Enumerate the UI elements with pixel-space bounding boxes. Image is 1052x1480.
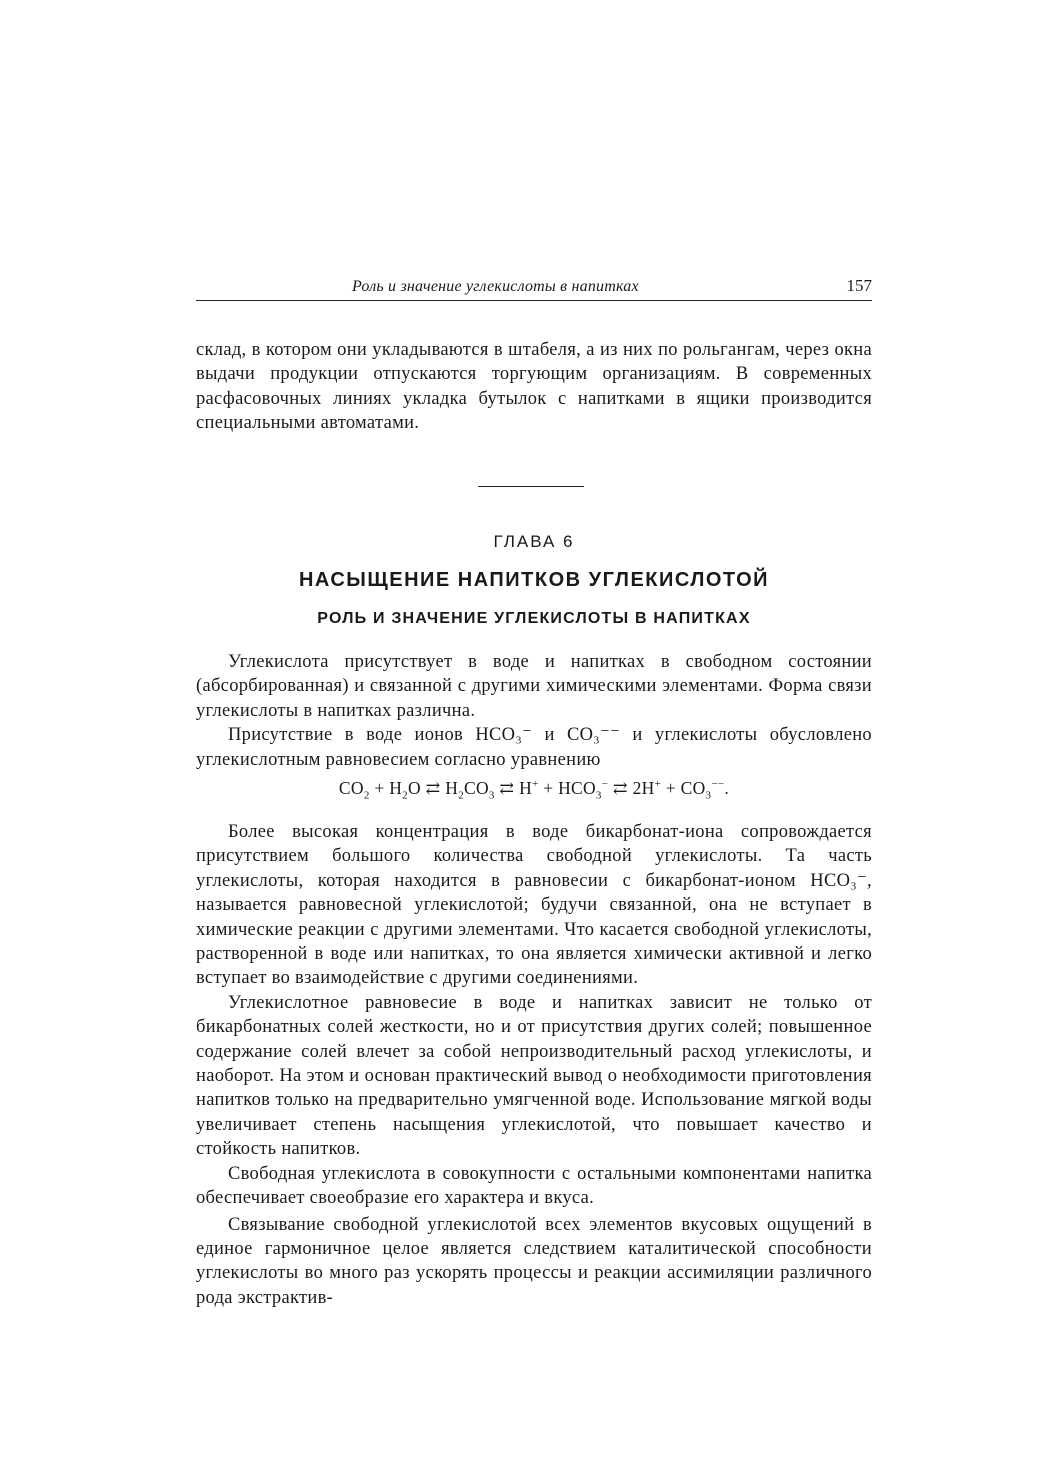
paragraph: Углекислота присутствует в воде и напитках в свободном состоянии (абсорбированная) и связанной с другими химическими элементами. Форма связи углекислоты в напитках различна.	[196, 652, 872, 721]
equation-superscript: −	[601, 778, 609, 791]
equation-subscript: 2	[458, 789, 464, 802]
equation-part: HCO	[558, 778, 596, 798]
paragraph: Углекислотное равновесие в воде и напитках зависит не только от бикарбонатных солей жесткости, но и от присутствия других солей; повышенное содержание солей влечет за собой непроизводительный расход углекислоты, и наоборот. На этом и основан практический вывод о необходимости приготовления напитков только на предварительно умягченной воде. Использование мягкой воды увеличивает степень насыщения углекислотой, что повышает качество и стойкость напитков.	[196, 992, 872, 1160]
chemical-equation	[196, 778, 872, 802]
paragraph: Присутствие в воде ионов HCO₃⁻ и CO₃⁻⁻ и углекислоты обусловлено углекислотным равновесием согласно уравнению	[196, 725, 872, 770]
paragraph: Более высокая концентрация в воде бикарбонат-иона сопровождается присутствием большого количества свободной углекислоты. Та часть углекислоты, которая находится в равновесии с бикарбонат-ионом HCO₃⁻, называется равновесной углекислотой; будучи связанной, она не вступает в химические реакции с другими элементами. Что касается свободной углекислоты, растворенной в воде или напитках, то она является химически активной и легко вступает во взаимодействие с другими соединениями.	[196, 822, 872, 989]
equation-part: H	[519, 778, 533, 798]
equation-superscript: +	[532, 778, 539, 791]
paragraph: Связывание свободной углекислотой всех элементов вкусовых ощущений в единое гармоничное целое является следствием каталитической способности углекислоты во много раз ускорять процессы и реакции ассимиляции различного рода экстрактив-	[196, 1214, 872, 1308]
equation-subscript: 2	[363, 789, 370, 802]
paragraph: Свободная углекислота в совокупности с остальными компонентами напитка обеспечивает своеобразие его характера и вкуса.	[196, 1163, 872, 1209]
chapter-label: ГЛАВА 6	[493, 532, 575, 551]
equation-subscript: 3	[595, 789, 602, 802]
equation-part: +	[661, 778, 681, 798]
equation-subscript: 3	[488, 789, 495, 802]
equation-superscript: +	[654, 778, 662, 791]
equation-part: 2H	[632, 778, 655, 798]
carry-over-paragraph: склад, в котором они укладываются в штабеля, а из них по рольгангам, через окна выдачи продукции отпускаются торгующим организациям. В современных расфасовочных линиях укладка бутылок с напитками в ящики производится специальными автоматами.	[196, 340, 872, 434]
equation-part: O	[407, 778, 421, 798]
equation-part: H	[445, 778, 459, 798]
equilibrium-arrow: ⇄	[608, 778, 633, 798]
body-text-bottom	[196, 820, 872, 1310]
section-title: РОЛЬ И ЗНАЧЕНИЕ УГЛЕКИСЛОТЫ В НАПИТКАХ	[317, 610, 751, 627]
equation-part: +	[369, 778, 390, 798]
equation-part: H	[389, 778, 403, 798]
equation-subscript: 3	[705, 789, 712, 802]
equilibrium-arrow: ⇄	[494, 778, 520, 798]
equation-part: CO	[680, 778, 706, 798]
equation-part: .	[724, 778, 730, 798]
equation-part: CO	[464, 778, 489, 798]
equilibrium-arrow: ⇄	[420, 778, 446, 798]
equation-part: +	[538, 778, 559, 798]
section-divider	[478, 486, 584, 487]
carry-over-paragraph-block	[196, 338, 872, 436]
chapter-title: НАСЫЩЕНИЕ НАПИТКОВ УГЛЕКИСЛОТОЙ	[298, 569, 770, 591]
running-header	[196, 276, 872, 301]
equation-superscript: −−	[711, 778, 725, 791]
equation-subscript: 2	[402, 789, 408, 802]
page-number: 157	[846, 276, 872, 295]
equation-part: CO	[338, 778, 364, 798]
running-title: Роль и значение углекислоты в напитках	[352, 278, 639, 295]
body-text-top	[196, 650, 872, 772]
